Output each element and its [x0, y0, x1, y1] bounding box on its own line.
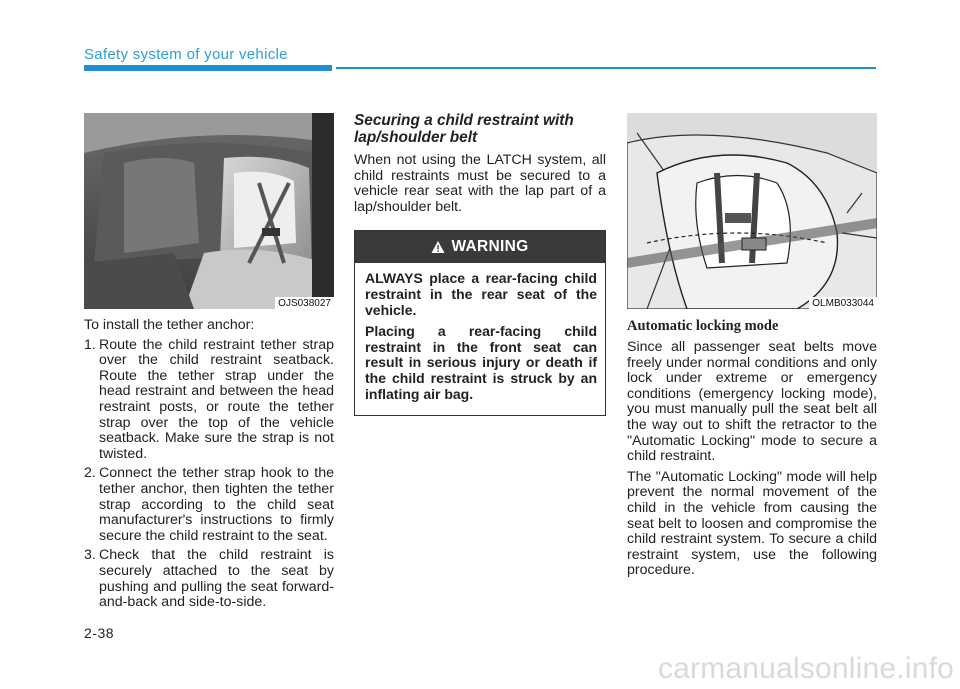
list-item: 1. Route the child restraint tether strap over the child restraint seatback. Route the tether strap under the head restraint and between the head restraint posts, or route the tether strap over the top of the vehicle seatback. Make sure the strap is not twisted.	[84, 336, 334, 462]
middle-column	[354, 113, 606, 416]
child-seat-illustration	[627, 113, 877, 309]
watermark: carmanualsonline.info	[657, 652, 954, 685]
body-paragraph: Since all passenger seat belts move freely under normal conditions and only lock under extreme or emergency conditions (emergency locking mode), you must manually pull the seat belt all the way out to shift the retractor to the "Automatic Locking" mode to secure a child restraint.	[627, 339, 877, 465]
warning-text: ALWAYS place a rear-facing child restraint in the rear seat of the vehicle.	[365, 270, 597, 318]
warning-box	[354, 230, 606, 416]
header-title: Safety system of your vehicle	[84, 46, 288, 63]
tether-intro: To install the tether anchor:	[84, 317, 255, 333]
warning-body	[355, 263, 605, 415]
body-paragraph: The "Automatic Locking" mode will help prevent the normal movement of the child in the vehicle from causing the seat belt to loosen and compromise the child restraint system. To secure a child restraint system, use the following procedure.	[627, 468, 877, 579]
car-seat-photo-illustration	[84, 113, 334, 309]
list-item: 3. Check that the child restraint is securely attached to the seat by pushing and pulling the seat forward-and-back and side-to-side.	[84, 547, 334, 611]
list-item: 2. Connect the tether strap hook to the tether anchor, then tighten the tether strap according to the child seat manufacturer's instructions to firmly secure the child restraint to the seat.	[84, 465, 334, 544]
warning-label: WARNING	[451, 238, 529, 256]
subheading: Automatic locking mode	[627, 318, 779, 334]
image-code: OJS038027	[275, 297, 334, 309]
section-title: Securing a child restraint with lap/shoulder belt	[354, 112, 574, 146]
left-column	[84, 113, 334, 615]
page-number: 2-38	[84, 625, 115, 641]
warning-text: Placing a rear-facing child restraint in the front seat can result in serious injury or death if the child restraint is struck by an inflating air bag.	[365, 323, 597, 402]
image-code: OLMB033044	[809, 297, 877, 309]
right-column	[627, 113, 877, 584]
child-seat-line-drawing	[627, 113, 877, 309]
warning-triangle-icon	[431, 240, 445, 254]
tether-steps-list	[84, 338, 334, 611]
header-accent-bar	[84, 65, 332, 71]
warning-header	[355, 231, 605, 263]
header-rule	[336, 67, 876, 69]
section-body: When not using the LATCH system, all child restraints must be secured to a vehicle rear seat with the lap part of a lap/shoulder belt.	[354, 152, 606, 215]
tether-photo	[84, 113, 334, 309]
